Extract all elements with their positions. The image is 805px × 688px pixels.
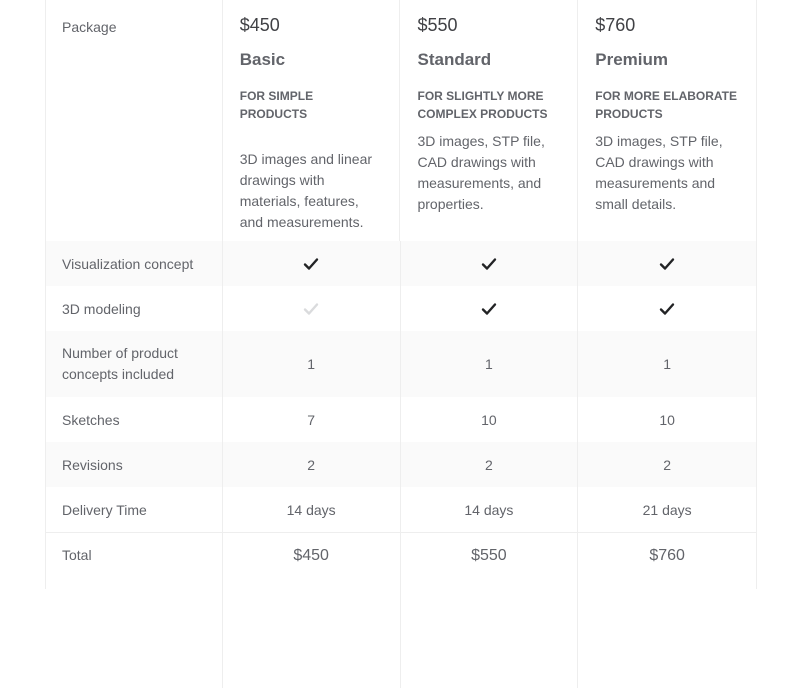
check-icon-disabled: [303, 301, 319, 317]
table-footer-space: [46, 588, 756, 688]
feature-value: 10: [401, 397, 579, 442]
feature-value: 14 days: [223, 487, 401, 532]
check-icon: [659, 301, 675, 317]
package-header-row: [46, 0, 756, 241]
feature-label: Delivery Time: [46, 487, 223, 532]
package-column-basic[interactable]: [223, 0, 401, 241]
total-price: $760: [649, 547, 685, 564]
feature-value: 14 days: [401, 487, 579, 532]
total-price: $550: [401, 533, 579, 588]
package-tagline: FOR SIMPLE PRODUCTS: [239, 89, 314, 121]
feature-value: 1: [223, 331, 401, 397]
feature-value: 7: [223, 397, 401, 442]
package-name: Premium: [595, 50, 668, 69]
check-icon: [481, 256, 497, 272]
feature-row-visualization: [46, 241, 756, 286]
total-price: $450: [223, 533, 401, 588]
feature-value: 10: [659, 411, 675, 428]
feature-row-delivery: [46, 487, 756, 532]
package-tagline: FOR MORE ELABORATE PRODUCTS: [595, 89, 738, 121]
package-comparison-table: [45, 0, 757, 589]
feature-row-3d-modeling: [46, 286, 756, 331]
package-description: 3D images, STP file, CAD drawings with measurements and small details.: [595, 133, 723, 212]
feature-label: Number of product concepts included: [46, 331, 223, 397]
feature-value: 2: [663, 456, 672, 473]
package-price: $550: [417, 15, 458, 35]
check-icon: [303, 256, 319, 272]
check-icon: [481, 301, 497, 317]
package-price: $450: [239, 15, 280, 35]
total-row: [46, 532, 756, 588]
feature-value: 1: [663, 355, 672, 372]
package-column-premium[interactable]: [578, 0, 756, 241]
package-description: 3D images and linear drawings with materials, features, and measurements.: [239, 151, 373, 230]
package-description: 3D images, STP file, CAD drawings with measurements, and properties.: [417, 133, 545, 212]
feature-value: 2: [401, 442, 579, 487]
feature-row-sketches: [46, 397, 756, 442]
feature-label: Revisions: [46, 442, 223, 487]
package-tagline: FOR SLIGHTLY MORE COMPLEX PRODUCTS: [417, 89, 548, 121]
total-label: Total: [46, 533, 223, 588]
package-header-label: Package: [46, 0, 223, 241]
feature-label: Visualization concept: [46, 241, 223, 286]
package-name: Standard: [417, 50, 492, 69]
feature-label: Sketches: [46, 397, 223, 442]
package-price: $760: [595, 15, 636, 35]
check-icon: [659, 256, 675, 272]
feature-row-revisions: [46, 442, 756, 487]
package-name: Basic: [239, 50, 286, 69]
package-column-standard[interactable]: [400, 0, 578, 241]
feature-value: 21 days: [642, 501, 692, 518]
feature-row-concepts: [46, 331, 756, 397]
feature-label: 3D modeling: [46, 286, 223, 331]
feature-value: 2: [223, 442, 401, 487]
feature-value: 1: [401, 331, 579, 397]
